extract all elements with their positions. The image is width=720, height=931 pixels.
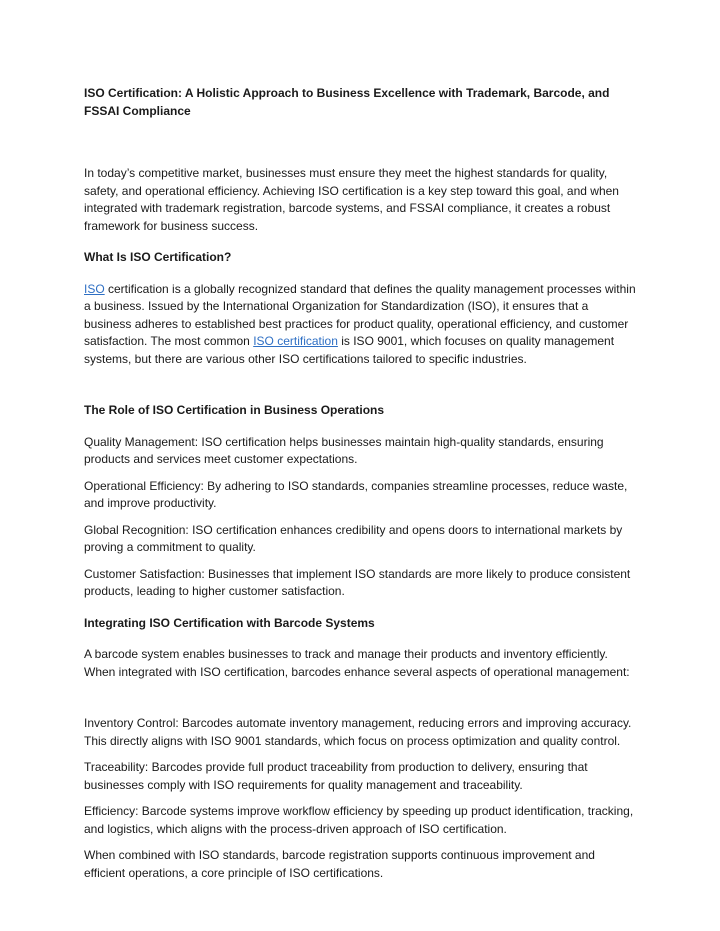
list-item: Inventory Control: Barcodes automate inventory management, reducing errors and improving accuracy. This directly aligns with ISO 9001 standards, which focus on process optimization and quality control.	[84, 716, 632, 748]
document-page	[84, 84, 636, 882]
intro-paragraph: In today’s competitive market, businesses must ensure they meet the highest standards for quality, safety, and operational efficiency. Achieving ISO certification is a key step toward this goal, and when integrated with trademark registration, barcode systems, and FSSAI compliance, it creates a robust framework for business success.	[84, 166, 619, 233]
iso-definition-text-a: certification is a globally recognized standard that defines the quality management processes within a business. Issued by the International Organization for Standardization (ISO), it ensures that a business adheres to established best practices for product quality, operational efficiency, and customer satisfaction. The most common	[84, 281, 636, 348]
iso-certification-link[interactable]: ISO certification	[253, 334, 338, 348]
list-item: Efficiency: Barcode systems improve workflow efficiency by speeding up product identification, tracking, and logistics, which aligns with the process-driven approach of ISO certification.	[84, 804, 634, 836]
list-item: Customer Satisfaction: Businesses that implement ISO standards are more likely to produce consistent products, leading to higher customer satisfaction.	[84, 566, 631, 598]
list-item: Operational Efficiency: By adhering to ISO standards, companies streamline processes, reduce waste, and improve productivity.	[84, 478, 628, 510]
section-heading-what-is-iso: What Is ISO Certification?	[84, 250, 232, 264]
iso-link[interactable]: ISO	[84, 281, 105, 296]
document-title: ISO Certification: A Holistic Approach to Business Excellence with Trademark, Barcode, and FSSAI Compliance	[84, 86, 610, 118]
iso-definition-text-b: is ISO 9001, which focuses on quality management systems, but there are various other ISO certifications tailored to specific industries.	[84, 334, 615, 366]
list-item: Global Recognition: ISO certification enhances credibility and opens doors to international markets by proving a commitment to quality.	[84, 522, 623, 554]
iso-definition-paragraph	[84, 281, 636, 369]
barcode-intro-paragraph: A barcode system enables businesses to track and manage their products and inventory efficiently. When integrated with ISO certification, barcodes enhance several aspects of operational management:	[84, 647, 630, 679]
barcode-closing-paragraph: When combined with ISO standards, barcode registration supports continuous improvement and efficient operations, a core principle of ISO certifications.	[84, 848, 595, 880]
list-item: Traceability: Barcodes provide full product traceability from production to delivery, ensuring that businesses comply with ISO requirements for quality management and traceability.	[84, 760, 588, 792]
section-heading-role-of-iso: The Role of ISO Certification in Business Operations	[84, 403, 385, 417]
list-item: Quality Management: ISO certification helps businesses maintain high-quality standards, ensuring products and services meet customer expectations.	[84, 434, 604, 466]
section-heading-barcode-systems: Integrating ISO Certification with Barcode Systems	[84, 615, 375, 630]
